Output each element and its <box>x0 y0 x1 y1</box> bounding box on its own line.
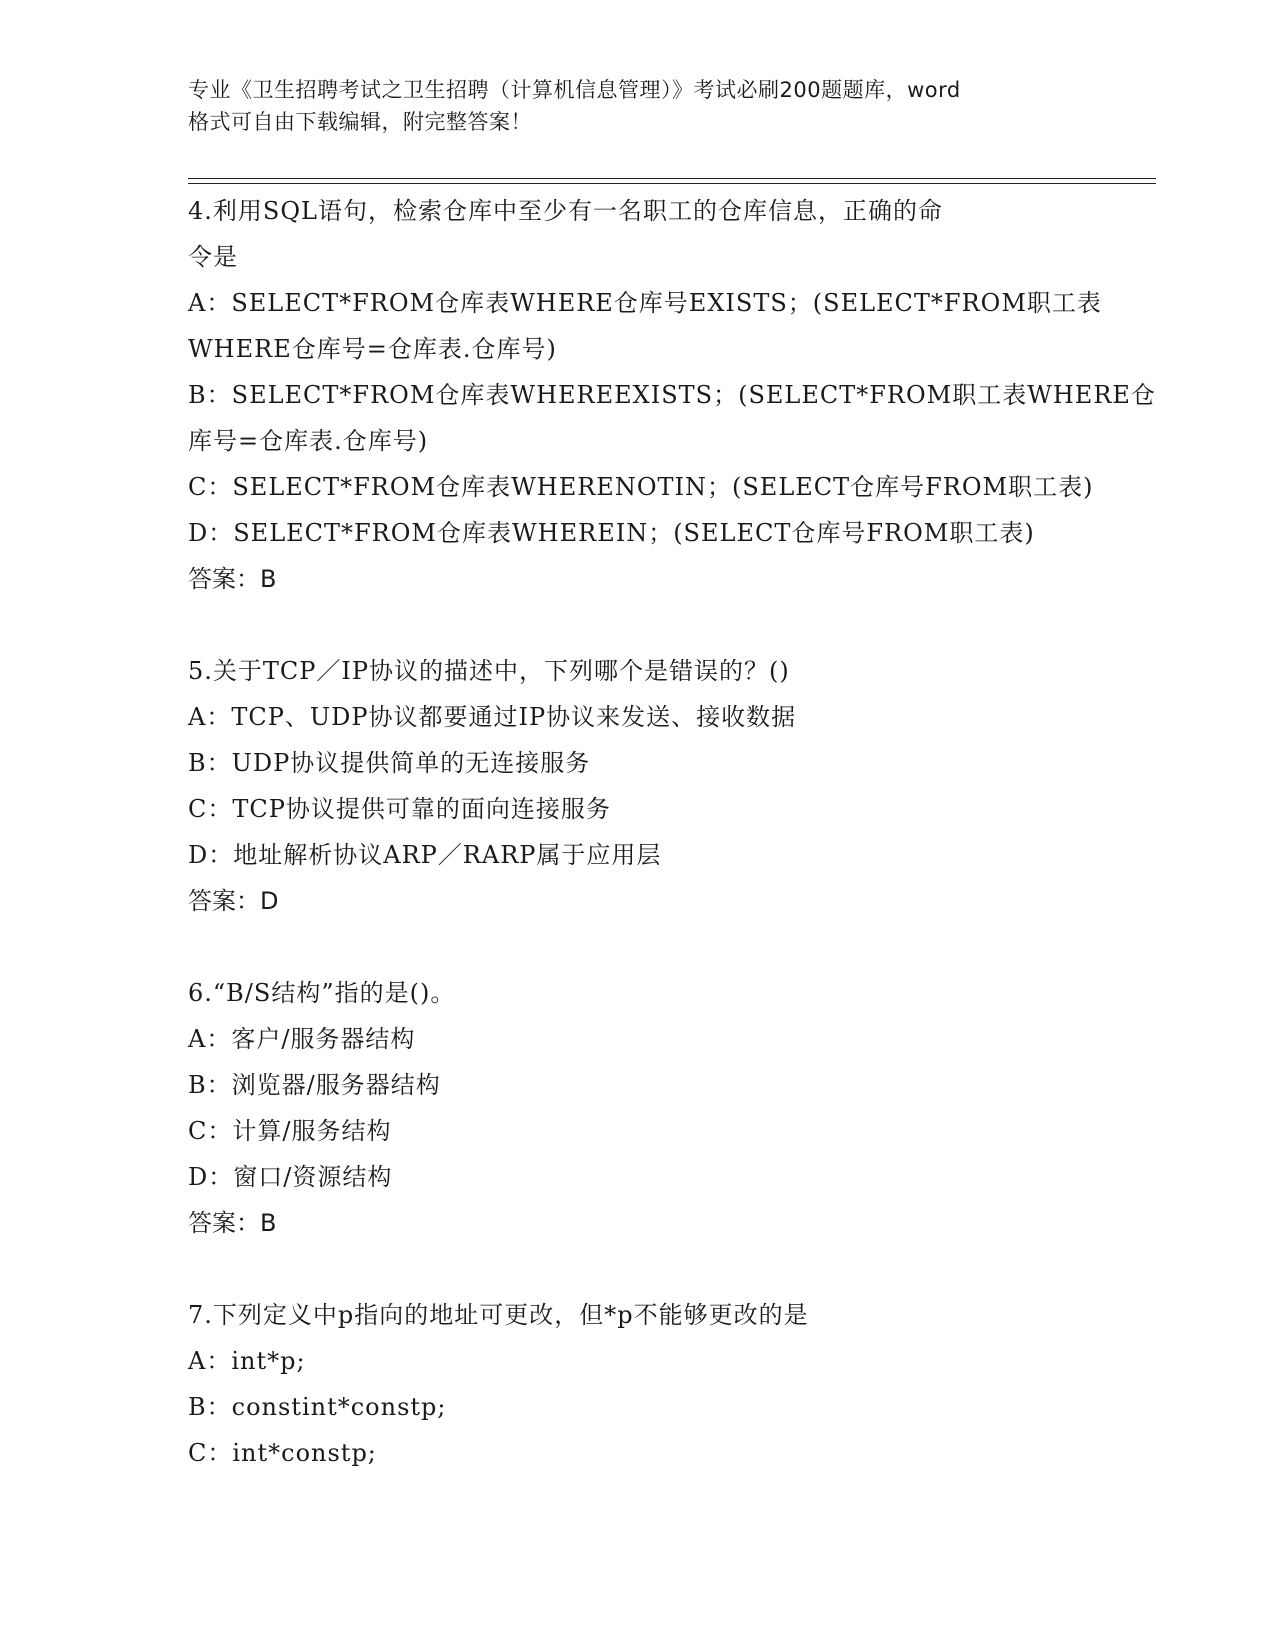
question-6-option-c: C：计算/服务结构 <box>188 1117 392 1145</box>
question-7-option-a: A：int*p; <box>188 1347 306 1375</box>
question-4-option-d: D：SELECT*FROM仓库表WHEREIN；(SELECT仓库号FROM职工表) <box>188 519 1035 547</box>
question-4 <box>188 188 1156 602</box>
question-7-option-c: C：int*constp; <box>188 1439 377 1467</box>
spacer <box>188 1246 1088 1292</box>
question-5-stem: 5.关于TCP／IP协议的描述中，下列哪个是错误的？() <box>188 657 790 685</box>
question-4-stem-line-1: 4.利用SQL语句，检索仓库中至少有一名职工的仓库信息，正确的命 <box>188 197 943 225</box>
question-4-answer: 答案：B <box>188 565 277 593</box>
question-6-option-b: B：浏览器/服务器结构 <box>188 1071 441 1099</box>
document-header <box>188 74 1108 138</box>
question-4-stem-line-2: 令是 <box>188 243 238 271</box>
question-4-option-a-line-2: WHERE仓库号=仓库表.仓库号) <box>188 335 557 363</box>
question-6-option-d: D：窗口/资源结构 <box>188 1163 393 1191</box>
question-5-answer: 答案：D <box>188 887 279 915</box>
spacer <box>188 602 1088 648</box>
header-divider-top <box>188 178 1156 179</box>
question-5-option-a: A：TCP、UDP协议都要通过IP协议来发送、接收数据 <box>188 703 797 731</box>
question-7-option-b: B：constint*constp; <box>188 1393 447 1421</box>
question-4-option-c: C：SELECT*FROM仓库表WHERENOTIN；(SELECT仓库号FROM职工表) <box>188 473 1094 501</box>
question-5-option-c: C：TCP协议提供可靠的面向连接服务 <box>188 795 611 823</box>
question-6-stem: 6.“B/S结构”指的是()。 <box>188 979 456 1007</box>
question-5 <box>188 648 1088 924</box>
question-7 <box>188 1292 1088 1476</box>
question-5-option-d: D：地址解析协议ARP／RARP属于应用层 <box>188 841 662 869</box>
question-6-option-a: A：客户/服务器结构 <box>188 1025 416 1053</box>
question-4-option-a-line-1: A：SELECT*FROM仓库表WHERE仓库号EXISTS；(SELECT*FROM职工表 <box>188 289 1102 317</box>
header-line-2: 格式可自由下载编辑，附完整答案！ <box>188 110 532 134</box>
question-list <box>188 188 1156 1476</box>
question-6 <box>188 970 1088 1246</box>
header-divider-bottom <box>188 183 1156 184</box>
question-7-stem: 7.下列定义中p指向的地址可更改，但*p不能够更改的是 <box>188 1301 809 1329</box>
question-5-option-b: B：UDP协议提供简单的无连接服务 <box>188 749 591 777</box>
header-line-1: 专业《卫生招聘考试之卫生招聘（计算机信息管理）》考试必刷200题题库，word <box>188 78 961 102</box>
question-4-option-b-line-1: B：SELECT*FROM仓库表WHEREEXISTS；(SELECT*FROM职工表WHERE仓 <box>188 381 1156 409</box>
question-6-answer: 答案：B <box>188 1209 277 1237</box>
question-4-option-b-line-2: 库号=仓库表.仓库号) <box>188 427 429 455</box>
spacer <box>188 924 1088 970</box>
